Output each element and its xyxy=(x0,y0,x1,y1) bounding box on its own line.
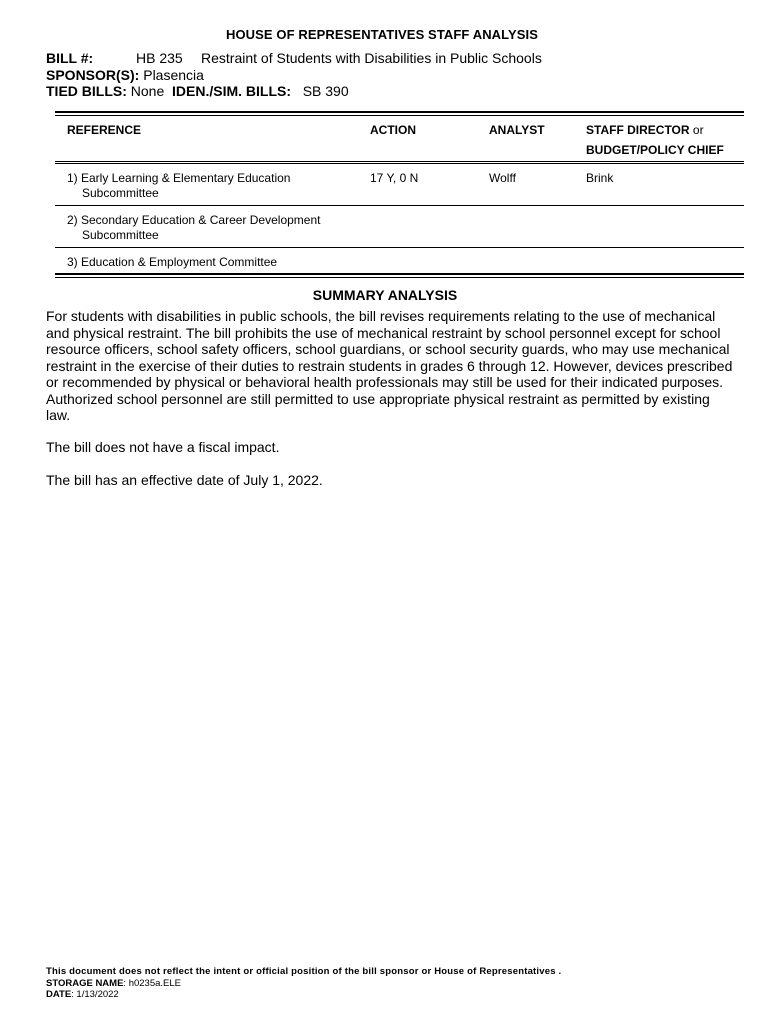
table-bottom-rule xyxy=(55,273,744,278)
tied-bills-value: None xyxy=(130,83,165,99)
row-reference-line1: 2) Secondary Education & Career Development xyxy=(67,213,321,227)
table-row xyxy=(55,248,744,273)
row-reference xyxy=(67,171,337,201)
date-value: : 1/13/2022 xyxy=(71,989,119,1000)
bill-label: BILL #: xyxy=(46,50,94,66)
row-reference-line2: Subcommittee xyxy=(82,228,159,242)
sponsor-label: SPONSOR(S): xyxy=(46,67,140,83)
row-action: 17 Y, 0 N xyxy=(370,171,419,185)
footer-date xyxy=(46,989,561,1001)
summary-paragraph: The bill has an effective date of July 1, 2022. xyxy=(46,472,323,488)
bill-number: HB 235 xyxy=(136,50,183,66)
reference-table xyxy=(55,111,744,278)
header-or-text: or xyxy=(692,123,704,137)
footer-storage xyxy=(46,978,561,990)
header-action: ACTION xyxy=(370,123,416,137)
tied-bills-label: TIED BILLS: xyxy=(46,83,127,99)
row-reference xyxy=(67,255,337,270)
bill-line xyxy=(46,50,746,66)
row-reference xyxy=(67,213,337,243)
storage-value: : h0235a.ELE xyxy=(123,977,181,989)
table-row xyxy=(55,164,744,206)
bill-title: Restraint of Students with Disabilities in Public Schools xyxy=(201,50,542,66)
page-footer xyxy=(46,966,561,1001)
tied-bills-line xyxy=(46,83,349,99)
header-reference: REFERENCE xyxy=(67,123,142,137)
iden-sim-value: SB 390 xyxy=(302,83,349,99)
row-reference-line2: Subcommittee xyxy=(82,186,159,200)
sponsor-line xyxy=(46,67,204,83)
table-header-row xyxy=(55,116,744,161)
summary-paragraph: The bill does not have a fiscal impact. xyxy=(46,439,280,455)
document-title: HOUSE OF REPRESENTATIVES STAFF ANALYSIS xyxy=(225,27,539,42)
header-analyst: ANALYST xyxy=(489,123,545,137)
date-label: DATE xyxy=(46,989,72,1000)
summary-title: SUMMARY ANALYSIS xyxy=(312,287,458,303)
iden-sim-label: IDEN./SIM. BILLS: xyxy=(172,83,292,99)
sponsor-value: Plasencia xyxy=(143,67,204,83)
table-row xyxy=(55,206,744,248)
storage-label: STORAGE NAME xyxy=(46,977,124,989)
header-staff-director-text: STAFF DIRECTOR xyxy=(586,123,690,137)
row-reference-line1: 1) Early Learning & Elementary Education xyxy=(67,171,291,185)
row-analyst: Wolff xyxy=(489,171,516,185)
row-reference-line1: 3) Education & Employment Committee xyxy=(67,255,278,269)
header-staff-director xyxy=(586,120,724,160)
row-staff: Brink xyxy=(586,171,614,185)
summary-paragraph: For students with disabilities in public schools, the bill revises requirements relating to the use of mechanical and physical restraint. The bill prohibits the use of mechanical restraint by school personnel except for school resource officers, school safety officers, school guardians, or school security guards, who may use mechanical restraint in the exercise of their duties to restrain students in grades 6 through 12. However, devices prescribed or recommended by physical or behavioral health professionals may still be used for their indicated purposes. Authorized school personnel are still permitted to use appropriate physical restraint as permitted by existing law. xyxy=(46,308,733,423)
footer-disclaimer: This document does not reflect the intent or official position of the bill sponsor or House of Representatives . xyxy=(46,966,562,977)
header-budget-chief: BUDGET/POLICY CHIEF xyxy=(586,143,724,157)
